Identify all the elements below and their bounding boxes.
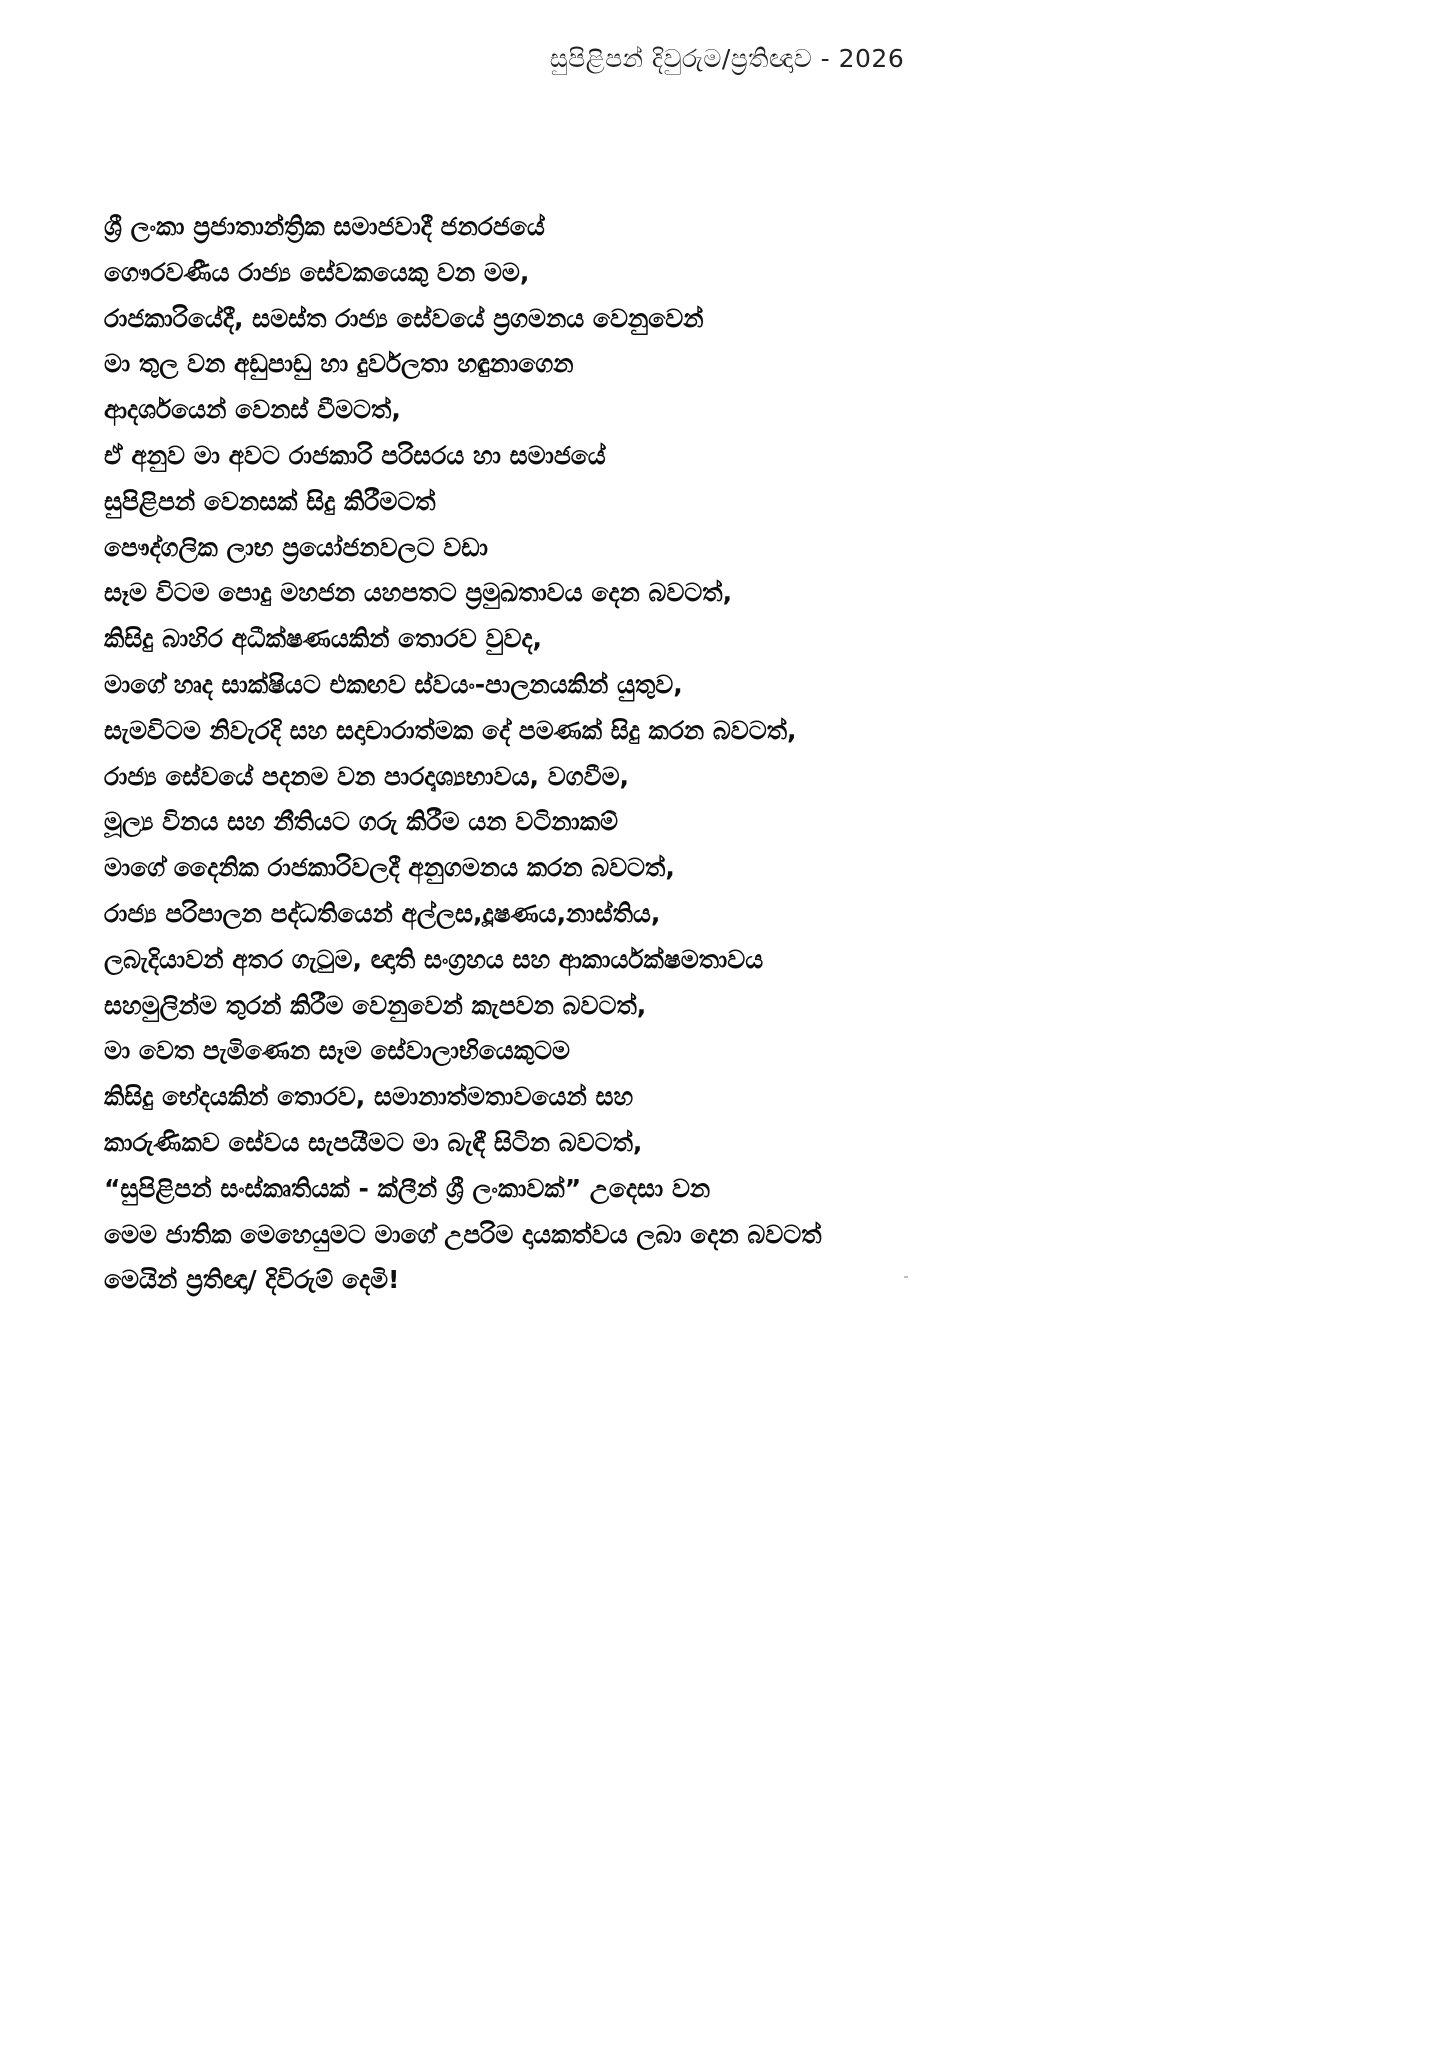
pledge-line: කාරුණිකව සේවය සැපයීමට මා බැඳී සිටින බවටත්, bbox=[104, 1127, 643, 1157]
pledge-line: මෙයින් ප්‍රතිඥා/ දිවිරුම් දෙමි! bbox=[104, 1265, 400, 1295]
pledge-line: සුපිළිපන් වෙනසක් සිදු කිරීමටත් bbox=[104, 486, 436, 516]
pledge-line: මූල්‍ය විනය සහ නීතියට ගරු කිරීම යන වටිනාකම් bbox=[104, 807, 619, 837]
pledge-line: කිසිදු භේදයකින් තොරව, සමානාත්මතාවයෙන් සහ bbox=[104, 1082, 634, 1112]
document-title: සුපිළිපන් දිවුරුම/ප්‍රතිඥාව - 2026 bbox=[549, 44, 905, 73]
pledge-line: ශ්‍රී ලංකා ප්‍රජාතාන්ත්‍රික සමාජවාදී ජනරජයේ bbox=[104, 212, 545, 241]
pledge-line: පෞද්ගලික ලාභ ප්‍රයෝජනවලට වඩා bbox=[104, 532, 489, 562]
pledge-line: ආදර්ශයෙන් වෙනස් වීමටත්, bbox=[104, 395, 401, 425]
pledge-line: කිසිදු බාහිර අධීක්ෂණයකින් තොරව වුවද, bbox=[104, 624, 543, 654]
pledge-line: ලබැදියාවන් අතර ගැටුම, ඥාති සංග්‍රහය සහ ආකාර්යක්ෂමතාවය bbox=[104, 944, 764, 974]
pledge-line: සැමවිටම නිවැරදි සහ සදාචාරාත්මක දේ පමණක් සිදු කරන බවටත්, bbox=[104, 715, 797, 745]
pledge-line: ගෞරවණීය රාජ්‍ය සේවකයෙකු වන මම, bbox=[104, 257, 530, 287]
pledge-line: රාජ්‍ය පරිපාලන පද්ධතියෙන් අල්ලස,දූෂණය,නාස්තිය, bbox=[104, 898, 661, 928]
pledge-text bbox=[104, 204, 1354, 1303]
pledge-line: ඒ අනුව මා අවට රාජකාරි පරිසරය හා සමාජයේ bbox=[104, 440, 606, 470]
pledge-line: රාජ්‍ය සේවයේ පදනම වන පාරදෘශ්‍යභාවය, වගවීම, bbox=[104, 761, 630, 791]
pledge-line: මෙම ජාතික මෙහෙයුමට මාගේ උපරිම දායකත්වය ලබා දෙන බවටත් bbox=[104, 1219, 822, 1249]
pledge-line: සහමුලින්ම තුරන් කිරීම වෙනුවෙන් කැපවන බවටත්, bbox=[104, 990, 647, 1020]
pledge-line: මා වෙත පැමිණෙන සෑම සේවාලාභියෙකුටම bbox=[104, 1036, 570, 1066]
pledge-line: මාගේ දෛනික රාජකාරිවලදී අනුගමනය කරන බවටත්, bbox=[104, 853, 675, 883]
pledge-line: රාජකාරියේදී, සමස්ත රාජ්‍ය සේවයේ ප්‍රගමනය වෙනුවෙන් bbox=[104, 303, 704, 333]
pledge-line: මා තුල වන අඩුපාඩු හා දුර්වලතා හඳුනාගෙන bbox=[104, 349, 574, 379]
pledge-line: සෑම විටම පොදු මහජන යහපතට ප්‍රමුඛතාවය දෙන බවටත්, bbox=[104, 578, 733, 608]
scan-speck bbox=[904, 1276, 908, 1278]
pledge-line: මාගේ හෘද සාක්ෂියට එකඟව ස්වයං-පාලනයකින් යුතුව, bbox=[104, 669, 683, 699]
pledge-line: “සුපිළිපන් සංස්කෘතියක් - ක්ලීන් ශ්‍රී ලංකාවක්” උදෙසා වන bbox=[104, 1173, 711, 1203]
